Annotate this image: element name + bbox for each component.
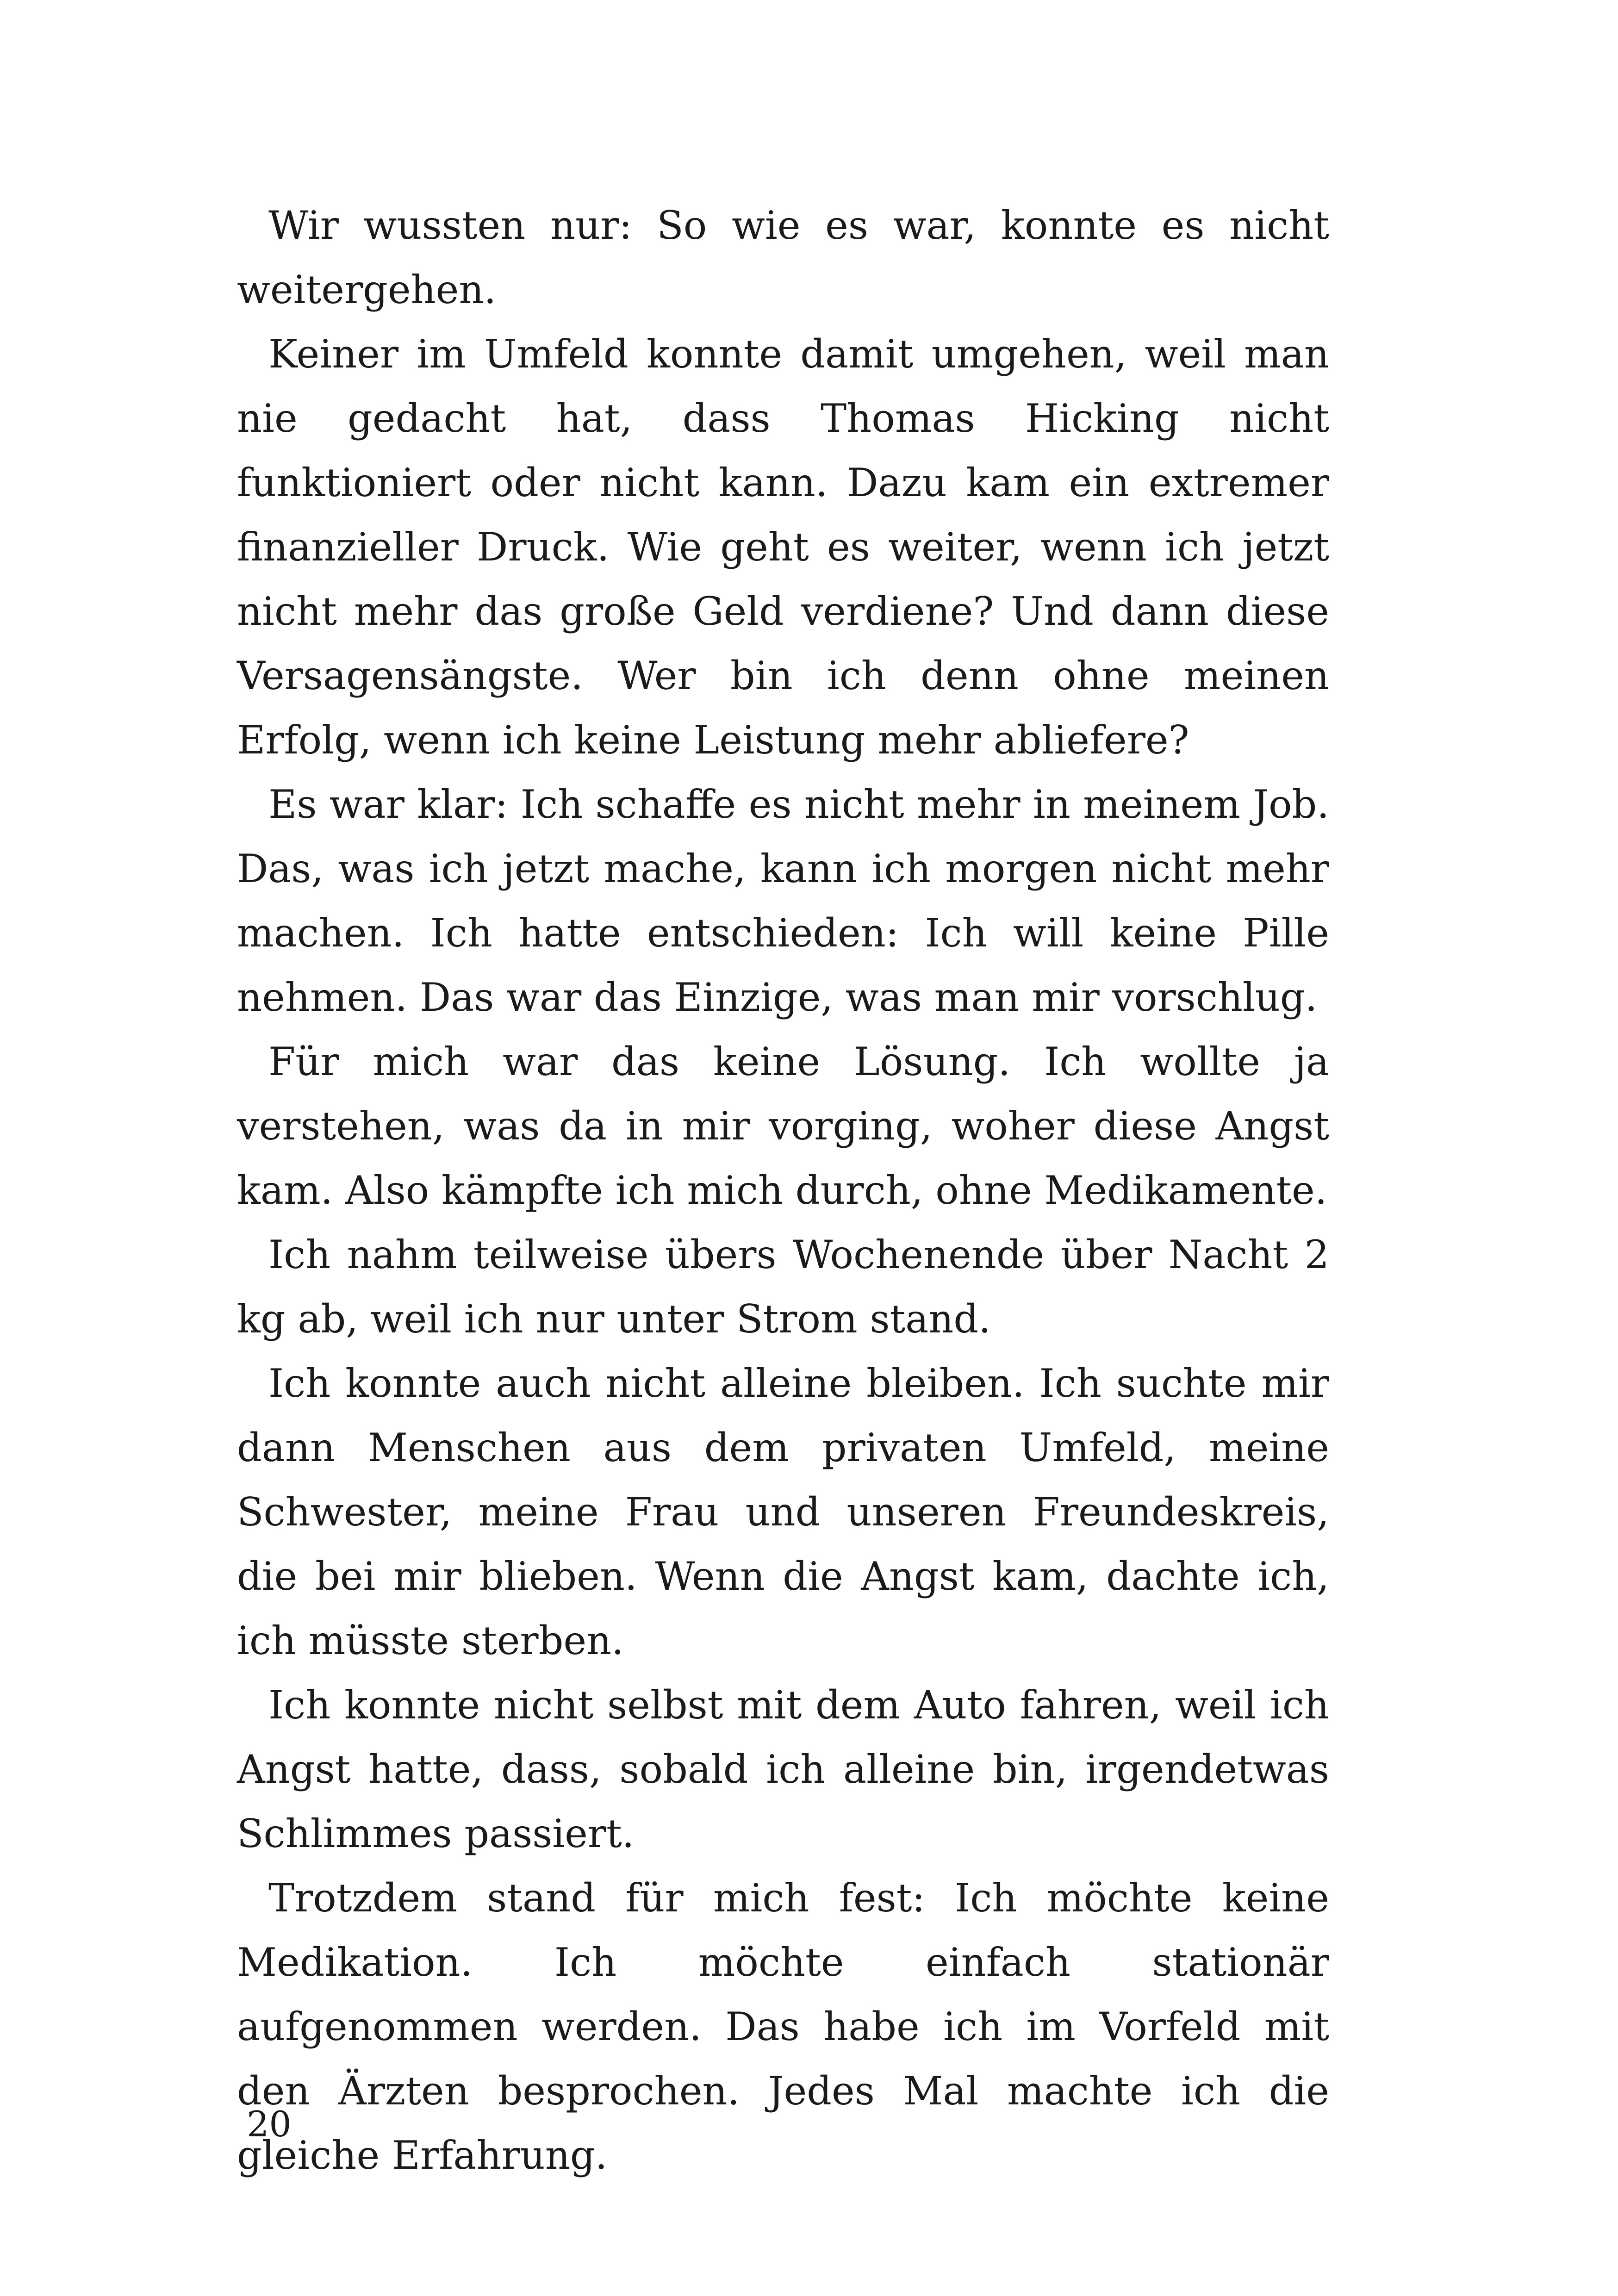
page-number: 20 xyxy=(247,2103,292,2145)
paragraph: Wir wussten nur: So wie es war, konnte es nicht weitergehen. xyxy=(237,203,1329,312)
body-text xyxy=(237,193,1329,2188)
paragraph: Ich konnte auch nicht alleine bleiben. Ich suchte mir dann Menschen aus dem privaten Umfeld, meine Schwester, meine Frau und unseren Freundeskreis, die bei mir blieben. Wenn die Angst kam, dachte ich, ich müsste sterben. xyxy=(237,1361,1329,1663)
paragraph: Für mich war das keine Lösung. Ich wollte ja verstehen, was da in mir vorging, woher diese Angst kam. Also kämpfte ich mich durch, ohne Medikamente. xyxy=(237,1039,1329,1213)
paragraph: Es war klar: Ich schaffe es nicht mehr in meinem Job. Das, was ich jetzt mache, kann ich morgen nicht mehr machen. Ich hatte entschieden: Ich will keine Pille nehmen. Das war das Einzige, was man mir vorschlug. xyxy=(237,782,1329,1020)
paragraph: Ich nahm teilweise übers Wochenende über Nacht 2 kg ab, weil ich nur unter Strom stand. xyxy=(237,1232,1329,1342)
paragraph: Ich konnte nicht selbst mit dem Auto fahren, weil ich Angst hatte, dass, sobald ich alleine bin, irgendetwas Schlimmes passiert. xyxy=(237,1682,1329,1856)
paragraph: Keiner im Umfeld konnte damit umgehen, weil man nie gedacht hat, dass Thomas Hicking nicht funktioniert oder nicht kann. Dazu kam ein extremer finanzieller Druck. Wie geht es weiter, wenn ich jetzt nicht mehr das große Geld verdiene? Und dann diese Versagensängste. Wer bin ich denn ohne meinen Erfolg, wenn ich keine Leistung mehr abliefere? xyxy=(237,331,1329,763)
paragraph: Trotzdem stand für mich fest: Ich möchte keine Medikation. Ich möchte einfach stationär aufgenommen werden. Das habe ich im Vorfeld mit den Ärzten besprochen. Jedes Mal machte ich die gleiche Erfahrung. xyxy=(237,1875,1329,2178)
